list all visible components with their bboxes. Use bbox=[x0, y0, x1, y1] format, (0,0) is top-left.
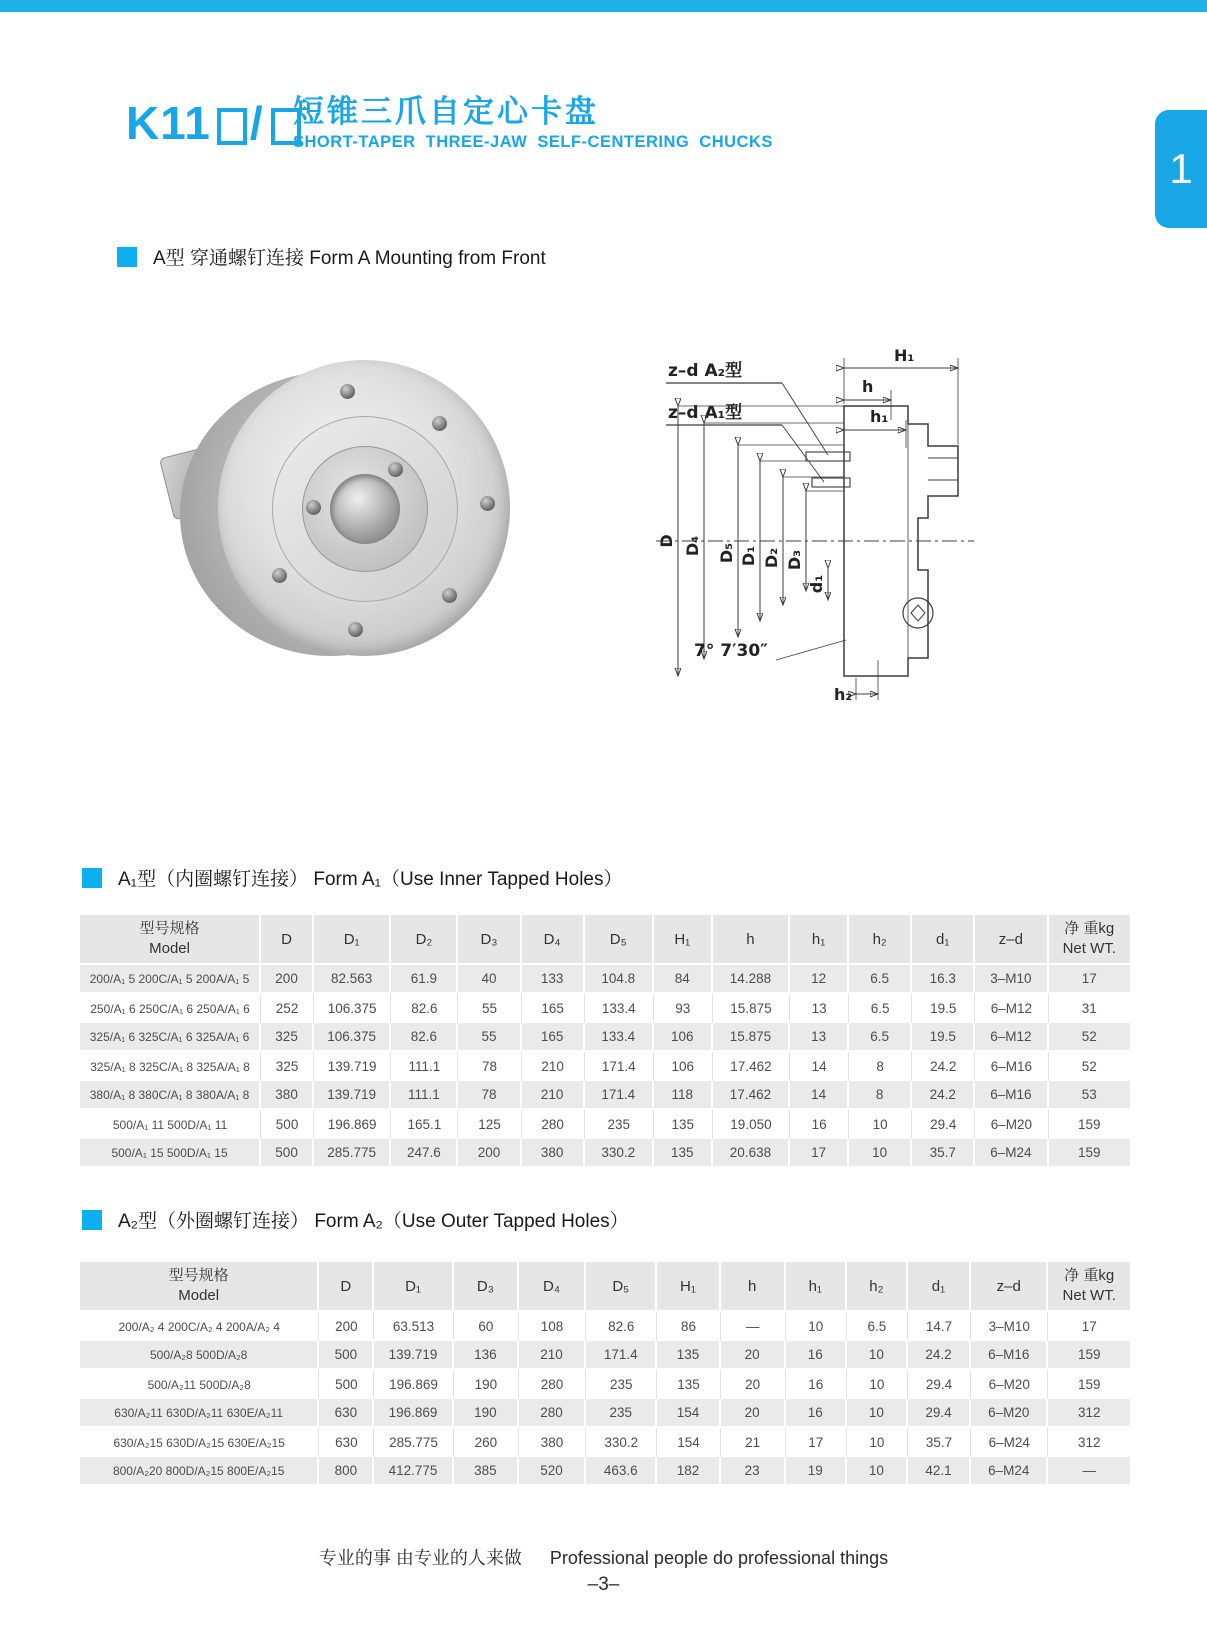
bolt-hole bbox=[272, 568, 287, 583]
value-cell: 6–M20 bbox=[971, 1370, 1048, 1399]
value-cell: 40 bbox=[458, 965, 521, 994]
value-cell: 24.2 bbox=[908, 1341, 971, 1370]
value-cell: 17 bbox=[786, 1428, 847, 1457]
value-cell: 17.462 bbox=[713, 1052, 790, 1081]
table-row bbox=[80, 1312, 1130, 1341]
value-cell: 190 bbox=[454, 1399, 519, 1428]
value-cell: 125 bbox=[458, 1110, 521, 1139]
value-cell: 6–M12 bbox=[975, 1023, 1048, 1052]
footer-slogan-english: Professional people do professional things bbox=[549, 1548, 889, 1568]
value-cell: 235 bbox=[586, 1370, 657, 1399]
value-cell: 82.6 bbox=[391, 994, 458, 1023]
section-bullet-icon bbox=[82, 1210, 102, 1230]
value-cell: 10 bbox=[847, 1457, 908, 1486]
value-cell: 14.7 bbox=[908, 1312, 971, 1341]
value-cell: 6–M20 bbox=[971, 1399, 1048, 1428]
value-cell: 463.6 bbox=[586, 1457, 657, 1486]
value-cell: 24.2 bbox=[912, 1052, 975, 1081]
value-cell: 520 bbox=[519, 1457, 586, 1486]
chuck-photo bbox=[180, 356, 510, 664]
value-cell: 6.5 bbox=[849, 965, 912, 994]
value-cell: 14.288 bbox=[713, 965, 790, 994]
section-form-a2 bbox=[82, 1206, 629, 1233]
column-header: H₁ bbox=[657, 1262, 720, 1312]
dimension-label: h bbox=[862, 377, 874, 396]
drawing-label: z–d A₁型 bbox=[668, 403, 743, 423]
model-cell: 250/A₁ 6 250C/A₁ 6 250A/A₁ 6 bbox=[80, 994, 261, 1023]
value-cell: 19.5 bbox=[912, 994, 975, 1023]
value-cell: 135 bbox=[657, 1370, 720, 1399]
table-row bbox=[80, 1341, 1130, 1370]
value-cell: 15.875 bbox=[713, 994, 790, 1023]
section-form-a bbox=[117, 243, 546, 270]
value-cell: 55 bbox=[458, 1023, 521, 1052]
value-cell: 106 bbox=[654, 1052, 713, 1081]
angle-label: 7° 7′30″ bbox=[694, 641, 768, 661]
chapter-number: 1 bbox=[1169, 145, 1193, 192]
value-cell: 154 bbox=[657, 1399, 720, 1428]
value-cell: 78 bbox=[458, 1081, 521, 1110]
value-cell: 280 bbox=[519, 1399, 586, 1428]
value-cell: 8 bbox=[849, 1081, 912, 1110]
value-cell: 630 bbox=[319, 1399, 374, 1428]
value-cell: 196.869 bbox=[314, 1110, 391, 1139]
table-form-a2 bbox=[80, 1262, 1130, 1486]
value-cell: 385 bbox=[454, 1457, 519, 1486]
value-cell: 10 bbox=[847, 1370, 908, 1399]
value-cell: 285.775 bbox=[374, 1428, 453, 1457]
value-cell: 159 bbox=[1048, 1370, 1130, 1399]
dimension-label: D₄ bbox=[683, 535, 702, 557]
value-cell: 20 bbox=[721, 1399, 786, 1428]
value-cell: 14 bbox=[790, 1052, 849, 1081]
value-cell: 380 bbox=[522, 1139, 585, 1168]
table-row bbox=[80, 1110, 1130, 1139]
value-cell: 159 bbox=[1049, 1110, 1130, 1139]
value-cell: 15.875 bbox=[713, 1023, 790, 1052]
section-form-a1 bbox=[82, 864, 623, 891]
column-header: d₁ bbox=[908, 1262, 971, 1312]
value-cell: 133.4 bbox=[585, 1023, 654, 1052]
value-cell: 16 bbox=[786, 1341, 847, 1370]
value-cell: 800 bbox=[319, 1457, 374, 1486]
value-cell: 325 bbox=[261, 1023, 314, 1052]
value-cell: 108 bbox=[519, 1312, 586, 1341]
page-title-english: SHORT-TAPER THREE-JAW SELF-CENTERING CHUCKS bbox=[293, 133, 773, 151]
dimension-label: h₂ bbox=[834, 685, 853, 704]
value-cell: 190 bbox=[454, 1370, 519, 1399]
chuck-center-bore bbox=[330, 474, 400, 544]
top-accent-bar bbox=[0, 0, 1207, 12]
value-cell: 20 bbox=[721, 1341, 786, 1370]
value-cell: 16.3 bbox=[912, 965, 975, 994]
model-cell: 500/A₂11 500D/A₂8 bbox=[80, 1370, 319, 1399]
table-form-a1 bbox=[80, 915, 1130, 1168]
table-row bbox=[80, 1399, 1130, 1428]
product-code-text: K11 bbox=[126, 97, 211, 149]
value-cell: 106.375 bbox=[314, 1023, 391, 1052]
value-cell: 6–M16 bbox=[975, 1081, 1048, 1110]
value-cell: 380 bbox=[519, 1428, 586, 1457]
value-cell: 29.4 bbox=[912, 1110, 975, 1139]
page-number: –3– bbox=[587, 1574, 620, 1595]
section-view-svg bbox=[606, 328, 984, 706]
value-cell: 10 bbox=[849, 1139, 912, 1168]
section-form-a2-label: A₂型（外圈螺钉连接） Form A₂（Use Outer Tapped Holes） bbox=[118, 1211, 629, 1232]
value-cell: 136 bbox=[454, 1341, 519, 1370]
value-cell: 260 bbox=[454, 1428, 519, 1457]
value-cell: 196.869 bbox=[374, 1370, 453, 1399]
value-cell: 325 bbox=[261, 1052, 314, 1081]
value-cell: 154 bbox=[657, 1428, 720, 1457]
value-cell: 285.775 bbox=[314, 1139, 391, 1168]
value-cell: 500 bbox=[319, 1370, 374, 1399]
column-header: h₁ bbox=[786, 1262, 847, 1312]
value-cell: 171.4 bbox=[585, 1081, 654, 1110]
value-cell: 17 bbox=[1048, 1312, 1130, 1341]
value-cell: 3–M10 bbox=[975, 965, 1048, 994]
value-cell: 6.5 bbox=[847, 1312, 908, 1341]
value-cell: 84 bbox=[654, 965, 713, 994]
value-cell: 20 bbox=[721, 1370, 786, 1399]
value-cell: 412.775 bbox=[374, 1457, 453, 1486]
value-cell: 196.869 bbox=[374, 1399, 453, 1428]
value-cell: 312 bbox=[1048, 1428, 1130, 1457]
model-cell: 380/A₁ 8 380C/A₁ 8 380A/A₁ 8 bbox=[80, 1081, 261, 1110]
value-cell: 17 bbox=[1049, 965, 1130, 994]
value-cell: 6.5 bbox=[849, 994, 912, 1023]
model-placeholder-box bbox=[217, 108, 247, 145]
value-cell: 19.5 bbox=[912, 1023, 975, 1052]
value-cell: 16 bbox=[786, 1370, 847, 1399]
model-code-separator: / bbox=[249, 97, 264, 149]
column-header: 型号规格 Model bbox=[80, 915, 261, 965]
column-header: D₂ bbox=[391, 915, 458, 965]
value-cell: 165 bbox=[522, 1023, 585, 1052]
table-row bbox=[80, 994, 1130, 1023]
model-cell: 200/A₂ 4 200C/A₂ 4 200A/A₂ 4 bbox=[80, 1312, 319, 1341]
table-row bbox=[80, 1457, 1130, 1486]
value-cell: 135 bbox=[654, 1110, 713, 1139]
value-cell: 630 bbox=[319, 1428, 374, 1457]
value-cell: 330.2 bbox=[585, 1139, 654, 1168]
value-cell: 6.5 bbox=[849, 1023, 912, 1052]
model-cell: 325/A₁ 8 325C/A₁ 8 325A/A₁ 8 bbox=[80, 1052, 261, 1081]
column-header: D₄ bbox=[522, 915, 585, 965]
dimension-label: D₃ bbox=[785, 549, 804, 571]
column-header: 净 重kg Net WT. bbox=[1048, 1262, 1130, 1312]
section-bullet-icon bbox=[82, 868, 102, 888]
model-cell: 630/A₂11 630D/A₂11 630E/A₂11 bbox=[80, 1399, 319, 1428]
value-cell: 29.4 bbox=[908, 1399, 971, 1428]
value-cell: 35.7 bbox=[908, 1428, 971, 1457]
value-cell: 111.1 bbox=[391, 1052, 458, 1081]
table-row bbox=[80, 1428, 1130, 1457]
value-cell: 312 bbox=[1048, 1399, 1130, 1428]
table-row bbox=[80, 1139, 1130, 1168]
technical-drawing bbox=[606, 328, 984, 706]
dimension-label: D₅ bbox=[717, 542, 736, 564]
value-cell: 200 bbox=[261, 965, 314, 994]
value-cell: 63.513 bbox=[374, 1312, 453, 1341]
header-row bbox=[80, 915, 1130, 965]
value-cell: 31 bbox=[1049, 994, 1130, 1023]
bolt-hole bbox=[442, 588, 457, 603]
column-header: z–d bbox=[975, 915, 1048, 965]
table-row bbox=[80, 1081, 1130, 1110]
column-header: D bbox=[319, 1262, 374, 1312]
value-cell: 10 bbox=[786, 1312, 847, 1341]
dimension-label: D₁ bbox=[739, 545, 758, 567]
product-code bbox=[126, 96, 303, 150]
value-cell: 210 bbox=[522, 1052, 585, 1081]
value-cell: 6–M24 bbox=[971, 1457, 1048, 1486]
footer-slogan bbox=[0, 1544, 1207, 1570]
value-cell: 6–M16 bbox=[975, 1052, 1048, 1081]
value-cell: 165.1 bbox=[391, 1110, 458, 1139]
value-cell: — bbox=[1048, 1457, 1130, 1486]
column-header: h bbox=[713, 915, 790, 965]
value-cell: 135 bbox=[654, 1139, 713, 1168]
value-cell: 200 bbox=[319, 1312, 374, 1341]
value-cell: 165 bbox=[522, 994, 585, 1023]
value-cell: 35.7 bbox=[912, 1139, 975, 1168]
column-header: z–d bbox=[971, 1262, 1048, 1312]
dimension-label: h₁ bbox=[870, 407, 889, 426]
value-cell: 82.6 bbox=[586, 1312, 657, 1341]
value-cell: 16 bbox=[790, 1110, 849, 1139]
value-cell: 235 bbox=[585, 1110, 654, 1139]
value-cell: 82.563 bbox=[314, 965, 391, 994]
value-cell: 104.8 bbox=[585, 965, 654, 994]
value-cell: 235 bbox=[586, 1399, 657, 1428]
value-cell: 135 bbox=[657, 1341, 720, 1370]
section-form-a-label: A型 穿通螺钉连接 Form A Mounting from Front bbox=[153, 248, 546, 269]
bolt-hole bbox=[388, 462, 403, 477]
value-cell: 52 bbox=[1049, 1023, 1130, 1052]
value-cell: 6–M16 bbox=[971, 1341, 1048, 1370]
value-cell: 20.638 bbox=[713, 1139, 790, 1168]
value-cell: 106.375 bbox=[314, 994, 391, 1023]
value-cell: 133.4 bbox=[585, 994, 654, 1023]
dimension-label: D bbox=[657, 534, 676, 548]
value-cell: 118 bbox=[654, 1081, 713, 1110]
value-cell: 159 bbox=[1048, 1341, 1130, 1370]
dimension-label: d₁ bbox=[807, 574, 826, 594]
value-cell: 10 bbox=[847, 1428, 908, 1457]
value-cell: 139.719 bbox=[314, 1052, 391, 1081]
value-cell: 159 bbox=[1049, 1139, 1130, 1168]
value-cell: 182 bbox=[657, 1457, 720, 1486]
value-cell: 6–M24 bbox=[971, 1428, 1048, 1457]
value-cell: — bbox=[721, 1312, 786, 1341]
bolt-hole bbox=[306, 500, 321, 515]
value-cell: 210 bbox=[519, 1341, 586, 1370]
value-cell: 10 bbox=[849, 1110, 912, 1139]
value-cell: 17 bbox=[790, 1139, 849, 1168]
value-cell: 24.2 bbox=[912, 1081, 975, 1110]
table-row bbox=[80, 1370, 1130, 1399]
value-cell: 93 bbox=[654, 994, 713, 1023]
value-cell: 500 bbox=[261, 1139, 314, 1168]
drawing-label: z–d A₂型 bbox=[668, 361, 743, 381]
value-cell: 280 bbox=[522, 1110, 585, 1139]
value-cell: 500 bbox=[261, 1110, 314, 1139]
column-header: h₂ bbox=[847, 1262, 908, 1312]
value-cell: 86 bbox=[657, 1312, 720, 1341]
value-cell: 53 bbox=[1049, 1081, 1130, 1110]
value-cell: 200 bbox=[458, 1139, 521, 1168]
value-cell: 330.2 bbox=[586, 1428, 657, 1457]
table-row bbox=[80, 1052, 1130, 1081]
column-header: 型号规格 Model bbox=[80, 1262, 319, 1312]
section-form-a1-label: A₁型（内圈螺钉连接） Form A₁（Use Inner Tapped Holes） bbox=[118, 869, 623, 890]
value-cell: 6–M24 bbox=[975, 1139, 1048, 1168]
value-cell: 14 bbox=[790, 1081, 849, 1110]
footer-slogan-chinese: 专业的事 由专业的人来做 bbox=[318, 1548, 522, 1568]
value-cell: 133 bbox=[522, 965, 585, 994]
column-header: D₃ bbox=[458, 915, 521, 965]
value-cell: 52 bbox=[1049, 1052, 1130, 1081]
value-cell: 111.1 bbox=[391, 1081, 458, 1110]
value-cell: 280 bbox=[519, 1370, 586, 1399]
value-cell: 21 bbox=[721, 1428, 786, 1457]
bolt-hole bbox=[432, 416, 447, 431]
dimension-label: H₁ bbox=[894, 346, 915, 365]
value-cell: 6–M12 bbox=[975, 994, 1048, 1023]
value-cell: 78 bbox=[458, 1052, 521, 1081]
bolt-hole bbox=[340, 384, 355, 399]
value-cell: 13 bbox=[790, 994, 849, 1023]
spec-table bbox=[80, 1262, 1130, 1486]
column-header: D₄ bbox=[519, 1262, 586, 1312]
value-cell: 171.4 bbox=[585, 1052, 654, 1081]
column-header: h₂ bbox=[849, 915, 912, 965]
value-cell: 55 bbox=[458, 994, 521, 1023]
value-cell: 82.6 bbox=[391, 1023, 458, 1052]
table-row bbox=[80, 965, 1130, 994]
value-cell: 106 bbox=[654, 1023, 713, 1052]
value-cell: 500 bbox=[319, 1341, 374, 1370]
bolt-hole bbox=[348, 622, 363, 637]
value-cell: 17.462 bbox=[713, 1081, 790, 1110]
value-cell: 12 bbox=[790, 965, 849, 994]
column-header: H₁ bbox=[654, 915, 713, 965]
value-cell: 10 bbox=[847, 1399, 908, 1428]
value-cell: 247.6 bbox=[391, 1139, 458, 1168]
model-cell: 500/A₂8 500D/A₂8 bbox=[80, 1341, 319, 1370]
column-header: D₃ bbox=[454, 1262, 519, 1312]
model-cell: 800/A₂20 800D/A₂15 800E/A₂15 bbox=[80, 1457, 319, 1486]
model-cell: 500/A₁ 11 500D/A₁ 11 bbox=[80, 1110, 261, 1139]
value-cell: 19.050 bbox=[713, 1110, 790, 1139]
value-cell: 252 bbox=[261, 994, 314, 1023]
header-row bbox=[80, 1262, 1130, 1312]
column-header: 净 重kg Net WT. bbox=[1049, 915, 1130, 965]
column-header: D₅ bbox=[585, 915, 654, 965]
model-cell: 630/A₂15 630D/A₂15 630E/A₂15 bbox=[80, 1428, 319, 1457]
value-cell: 8 bbox=[849, 1052, 912, 1081]
value-cell: 171.4 bbox=[586, 1341, 657, 1370]
value-cell: 139.719 bbox=[314, 1081, 391, 1110]
value-cell: 13 bbox=[790, 1023, 849, 1052]
table-row bbox=[80, 1023, 1130, 1052]
column-header: D₁ bbox=[374, 1262, 453, 1312]
dimension-label: D₂ bbox=[762, 547, 781, 569]
column-header: d₁ bbox=[912, 915, 975, 965]
value-cell: 23 bbox=[721, 1457, 786, 1486]
value-cell: 6–M20 bbox=[975, 1110, 1048, 1139]
bolt-hole bbox=[480, 496, 495, 511]
value-cell: 29.4 bbox=[908, 1370, 971, 1399]
model-cell: 500/A₁ 15 500D/A₁ 15 bbox=[80, 1139, 261, 1168]
model-cell: 325/A₁ 6 325C/A₁ 6 325A/A₁ 6 bbox=[80, 1023, 261, 1052]
column-header: D₁ bbox=[314, 915, 391, 965]
column-header: D₅ bbox=[586, 1262, 657, 1312]
value-cell: 380 bbox=[261, 1081, 314, 1110]
column-header: h₁ bbox=[790, 915, 849, 965]
page-title-chinese: 短锥三爪自定心卡盘 bbox=[293, 94, 599, 129]
value-cell: 16 bbox=[786, 1399, 847, 1428]
value-cell: 61.9 bbox=[391, 965, 458, 994]
value-cell: 60 bbox=[454, 1312, 519, 1341]
model-cell: 200/A₁ 5 200C/A₁ 5 200A/A₁ 5 bbox=[80, 965, 261, 994]
chapter-tab bbox=[1155, 110, 1207, 228]
value-cell: 19 bbox=[786, 1457, 847, 1486]
spec-table bbox=[80, 915, 1130, 1168]
column-header: D bbox=[261, 915, 314, 965]
value-cell: 3–M10 bbox=[971, 1312, 1048, 1341]
value-cell: 139.719 bbox=[374, 1341, 453, 1370]
column-header: h bbox=[721, 1262, 786, 1312]
value-cell: 210 bbox=[522, 1081, 585, 1110]
value-cell: 42.1 bbox=[908, 1457, 971, 1486]
section-bullet-icon bbox=[117, 247, 137, 267]
value-cell: 10 bbox=[847, 1341, 908, 1370]
